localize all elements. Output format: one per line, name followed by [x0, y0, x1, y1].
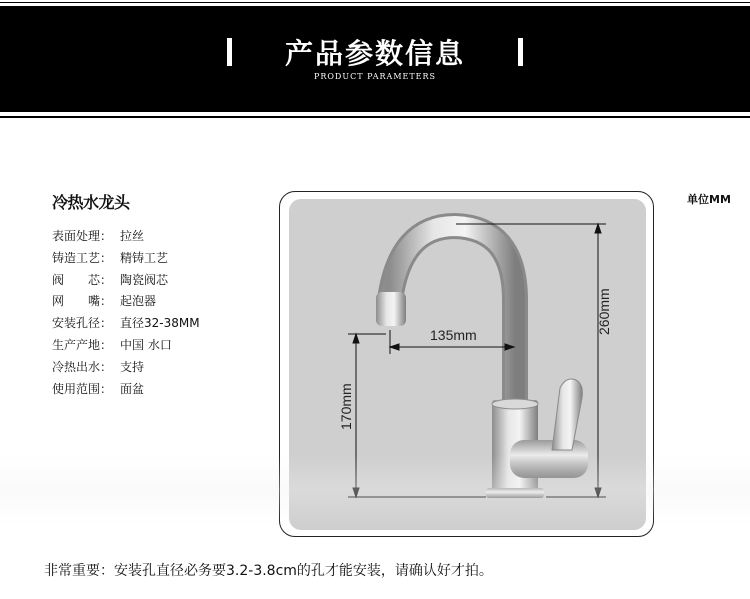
- body-top-ring: [492, 399, 538, 409]
- dim-170-arrow-top: [353, 334, 359, 343]
- page-title: 产品参数信息: [284, 37, 465, 70]
- spec-label: 冷热出水：: [52, 359, 113, 374]
- spec-label: 生产产地：: [52, 337, 113, 352]
- spec-value: 中国 水口: [120, 337, 172, 352]
- spec-value: 面盆: [120, 381, 145, 396]
- dim-260-arrow-top: [595, 224, 601, 233]
- spec-label: 铸造工艺：: [52, 250, 113, 265]
- floor-reflection: [0, 455, 750, 525]
- dimension-spout-height-label: 170mm: [338, 383, 354, 430]
- page-subtitle: PRODUCT PARAMETERS: [313, 72, 437, 81]
- spec-value: 支持: [120, 359, 145, 374]
- dimension-height-label: 260mm: [596, 288, 612, 335]
- spec-value: 陶瓷阀芯: [120, 272, 169, 287]
- unit-label: 单位MM: [687, 193, 731, 206]
- handle-lever: [552, 379, 582, 450]
- spec-value: 精铸工艺: [120, 250, 169, 265]
- spec-value: 起泡器: [120, 294, 157, 309]
- installation-note: 非常重要：安装孔直径必务要3.2-3.8cm的孔才能安装，请确认好才拍。: [44, 563, 493, 579]
- aerator: [376, 292, 406, 326]
- spec-label: 网 嘴：: [52, 294, 113, 309]
- product-name: 冷热水龙头: [52, 193, 130, 212]
- faucet-spout-highlight: [390, 226, 515, 404]
- dimension-reach-label: 135mm: [430, 327, 477, 343]
- spec-label: 使用范围：: [52, 381, 113, 396]
- dim-135-arrow-left: [390, 344, 399, 350]
- spec-value: 拉丝: [120, 229, 145, 243]
- spec-label: 阀 芯：: [52, 272, 113, 287]
- spec-label: 表面处理：: [52, 229, 113, 243]
- spec-label: 安装孔径：: [52, 316, 113, 331]
- spec-value: 直径32-38MM: [120, 316, 200, 331]
